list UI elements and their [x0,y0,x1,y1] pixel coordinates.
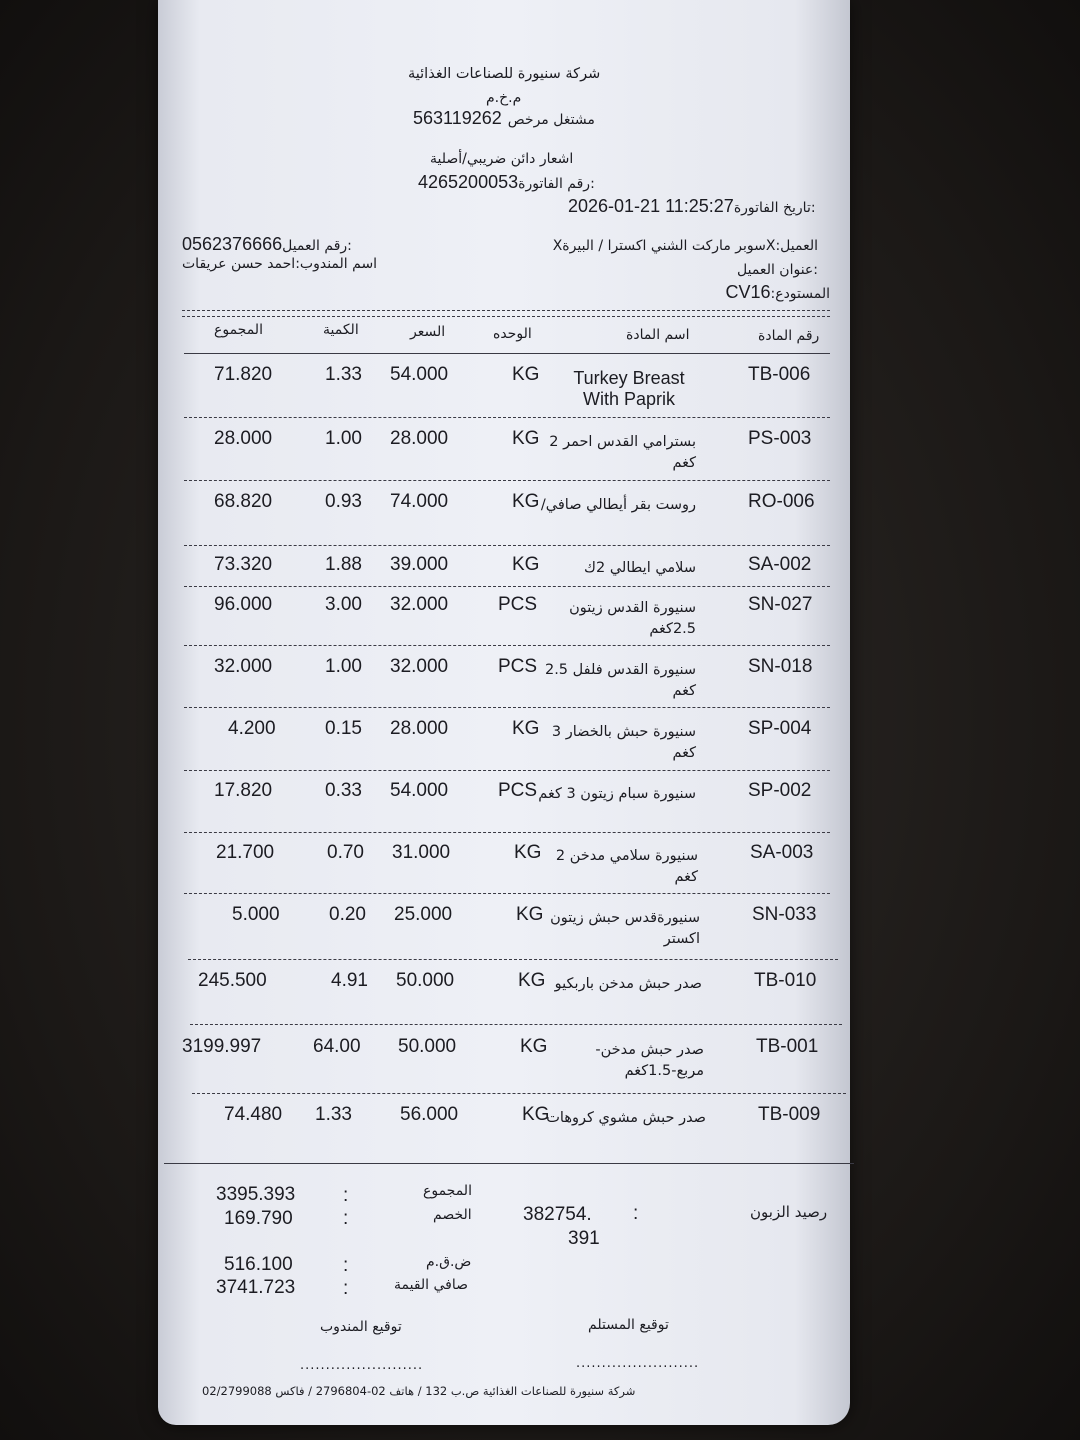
invoice-date-line [568,196,816,217]
row-total: 5.000 [232,904,280,925]
row-divider [184,770,830,771]
row-total: 32.000 [214,656,273,677]
row-item-code: RO-006 [748,491,815,512]
row-qty: 1.00 [325,656,362,677]
warehouse-label: المستودع: [770,286,830,302]
license-label: مشتغل مرخص [507,112,595,128]
row-item-code: SA-003 [750,842,814,863]
row-item-code: PS-003 [748,428,812,449]
row-item-code: SA-002 [748,554,812,575]
row-item-code: TB-009 [758,1104,821,1125]
row-price: 74.000 [390,491,449,512]
receipt-paper [158,0,850,1425]
header-code: رقم المادة [758,328,820,344]
row-qty: 4.91 [331,970,368,991]
client-address-label: عنوان العميل: [737,262,818,278]
summary-discount-label: الخصم [433,1207,472,1223]
row-item-name: Turkey Breast With Paprik [573,368,685,409]
row-qty: 3.00 [325,594,362,615]
warehouse-line [725,282,830,303]
row-price: 32.000 [390,656,449,677]
rep-signature-label: توقيع المندوب [320,1319,402,1335]
row-total: 3199.997 [182,1036,262,1057]
footer-contact: شركة سنيورة للصناعات الغذائية ص.ب 132 / هاتف 02-2796804 / فاكس 02/2799088 [202,1384,636,1398]
row-unit: KG [512,364,540,385]
row-divider [190,1024,842,1025]
divider [182,310,830,311]
row-total: 4.200 [228,718,276,739]
row-item-name: سلامي ايطالي 2ك [584,560,696,576]
row-unit: PCS [498,656,538,677]
row-qty: 0.70 [327,842,364,863]
summary-net-label: صافي القيمة [394,1277,469,1293]
license-number: 563119262 [413,108,502,128]
colon: : [343,1185,349,1206]
row-total: 17.820 [214,780,273,801]
header-total: المجموع [214,322,263,338]
row-item-name: سنيورة حبش بالخضار 3 كغم [551,724,696,761]
summary-net: 3741.723 [216,1277,296,1298]
row-price: 54.000 [390,780,449,801]
license-line [413,108,595,129]
client-label: العميل: [775,238,818,254]
row-item-name: صدر حبش مشوي كروهات [546,1110,706,1126]
receiver-signature-line: ........................ [576,1356,700,1371]
header-name: اسم المادة [626,327,690,343]
summary-rule [164,1163,854,1164]
colon: : [343,1278,349,1299]
customer-number-label: رقم العميل: [282,238,352,254]
row-total: 68.820 [214,491,273,512]
header-unit: الوحده [493,326,532,342]
row-divider [184,586,830,587]
row-unit: KG [516,904,544,925]
row-item-code: SN-033 [752,904,817,925]
row-price: 50.000 [398,1036,457,1057]
header-price: السعر [410,324,446,340]
row-item-code: TB-001 [756,1036,819,1057]
row-qty: 0.93 [325,491,362,512]
row-unit: KG [512,554,540,575]
row-item-name: بسترامي القدس احمر 2 كغم [549,434,696,471]
rep-label: اسم المندوب: [295,256,378,272]
row-total: 21.700 [216,842,275,863]
row-unit: KG [512,491,540,512]
invoice-number: 4265200053 [418,172,519,192]
row-price: 32.000 [390,594,449,615]
receiver-signature-label: توقيع المستلم [588,1317,669,1333]
colon: : [343,1208,349,1229]
header-rule [184,353,830,354]
rep-name: احمد حسن عريقات [182,256,296,272]
row-total: 71.820 [214,364,273,385]
row-total: 74.480 [224,1104,283,1125]
row-item-name: سنيورة القدس فلفل 2.5 كغم [544,662,696,699]
invoice-date-label: تاريخ الفاتورة: [733,200,816,216]
row-item-code: SN-027 [748,594,813,615]
balance-line-2: 391 [568,1228,600,1249]
row-price: 39.000 [390,554,449,575]
row-qty: 1.88 [325,554,362,575]
row-qty: 0.20 [329,904,366,925]
colon: : [343,1255,349,1276]
client-name: Xسوبر ماركت الشني اكسترا / البيرةX [552,238,776,254]
row-total: 245.500 [198,970,267,991]
row-unit: PCS [498,780,538,801]
row-price: 50.000 [396,970,455,991]
invoice-number-label: رقم الفاتورة: [518,176,595,192]
summary-total-label: المجموع [423,1183,472,1199]
row-divider [188,959,838,960]
row-price: 28.000 [390,718,449,739]
row-price: 25.000 [394,904,453,925]
row-unit: KG [512,428,540,449]
row-item-name: سنيورة القدس زيتون 2.5كغم [569,600,696,637]
colon: : [633,1203,639,1224]
row-item-name: صدر حبش مدخن-مربع-1.5كغم [595,1042,704,1079]
row-price: 28.000 [390,428,449,449]
row-qty: 0.15 [325,718,362,739]
row-divider [184,707,830,708]
balance-line-1: 382754. [523,1204,592,1225]
warehouse-code: CV16 [725,282,771,302]
row-item-name: روست بقر أيطالي صافي/ [540,497,696,513]
summary-total: 3395.393 [216,1184,296,1205]
summary-vat-label: ض.ق.م [426,1254,472,1270]
row-divider [184,832,830,833]
row-item-code: SP-004 [748,718,812,739]
summary-discount: 169.790 [224,1208,293,1229]
row-item-name: سنيورة سبام زيتون 3 كغم [538,786,696,802]
customer-number-line [182,234,352,255]
row-item-name: صدر حبش مدخن باربكيو [554,976,702,992]
row-divider [184,417,830,418]
row-unit: KG [514,842,542,863]
invoice-number-line [418,172,595,193]
row-divider [192,1093,846,1094]
row-item-code: TB-006 [748,364,811,385]
row-divider [184,545,830,546]
row-qty: 1.33 [325,364,362,385]
row-unit: KG [520,1036,548,1057]
company-name: شركة سنيورة للصناعات الغذائية [408,66,601,82]
row-divider [184,480,830,481]
row-unit: KG [518,970,546,991]
summary-vat: 516.100 [224,1254,293,1275]
rep-line [182,256,377,272]
row-price: 54.000 [390,364,449,385]
header-qty: الكمية [323,322,359,338]
rep-signature-line: ........................ [300,1358,424,1373]
balance-label: رصيد الزبون [750,1203,828,1221]
row-divider [184,893,830,894]
row-total: 96.000 [214,594,273,615]
row-qty: 1.33 [315,1104,352,1125]
row-unit: KG [522,1104,550,1125]
customer-number: 0562376666 [182,234,283,254]
row-qty: 64.00 [313,1036,361,1057]
invoice-date: 2026-01-21 11:25:27 [568,196,734,216]
row-item-name: سنيورة سلامي مدخن 2 كغم [555,848,698,885]
client-line [553,238,818,254]
row-item-code: SN-018 [748,656,813,677]
divider [182,316,830,317]
row-unit: KG [512,718,540,739]
row-divider [184,645,830,646]
row-total: 73.320 [214,554,273,575]
row-total: 28.000 [214,428,273,449]
row-item-code: TB-010 [754,970,817,991]
row-qty: 0.33 [325,780,362,801]
invoice-type: اشعار دائن ضريبي/أصلية [430,151,574,167]
row-unit: PCS [498,594,538,615]
row-item-code: SP-002 [748,780,812,801]
company-legal: م.خ.م [486,90,522,106]
row-qty: 1.00 [325,428,362,449]
row-price: 31.000 [392,842,451,863]
row-price: 56.000 [400,1104,459,1125]
row-item-name: سنيورةقدس حبش زيتون اكستر [550,910,700,947]
